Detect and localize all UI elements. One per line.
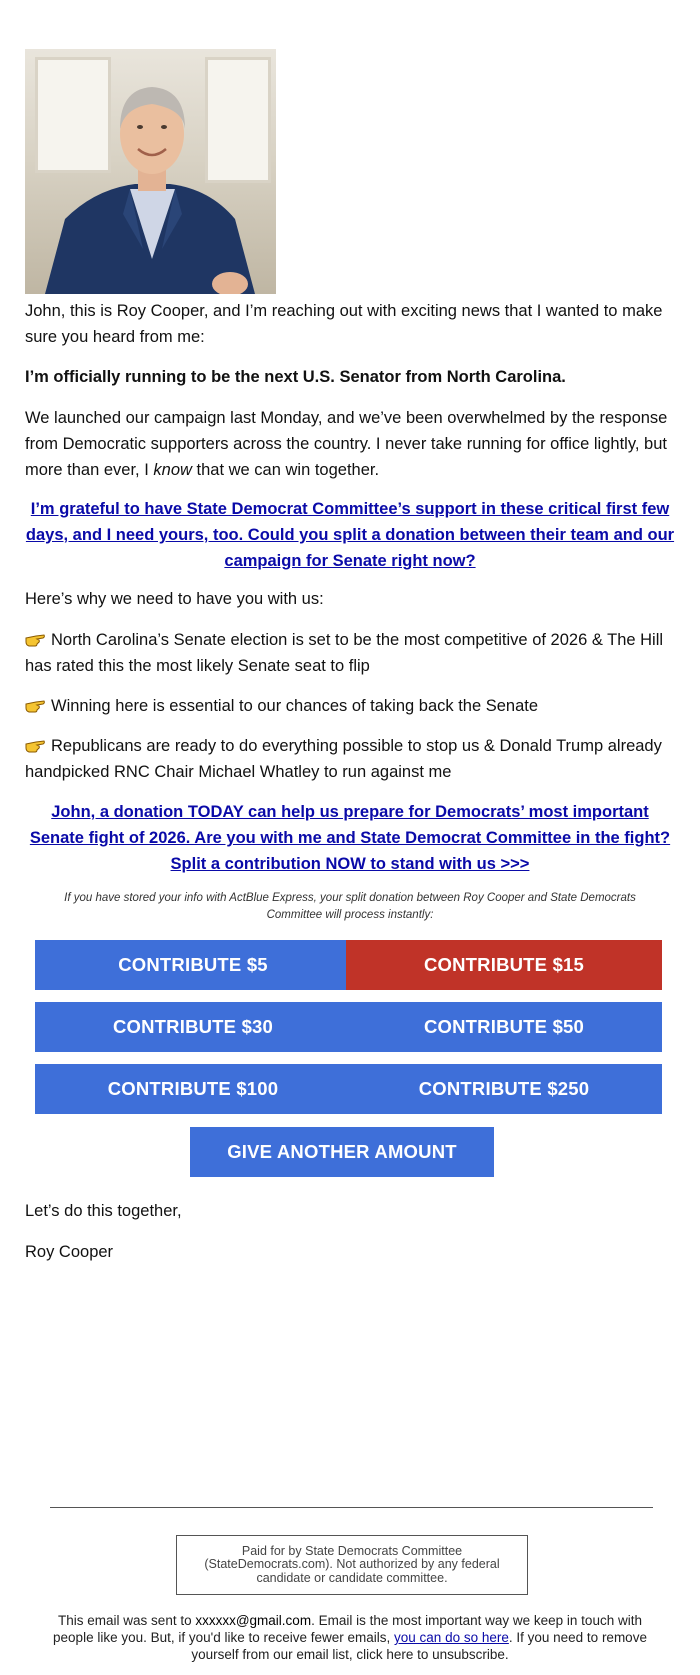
portrait-illustration	[25, 49, 276, 294]
contribute-100-button[interactable]: CONTRIBUTE $100	[35, 1064, 351, 1114]
bullet-text: North Carolina’s Senate election is set to be the most competitive of 2026 & The Hill has rated this the most likely Senate seat to flip	[25, 631, 664, 675]
contribute-30-button[interactable]: CONTRIBUTE $30	[35, 1002, 351, 1052]
why-paragraph: Here’s why we need to have you with us:	[25, 590, 324, 608]
paid-for-text: Paid for by State Democrats Committee (StateDemocrats.com). Not authorized by any federal candidate or candidate committee.	[204, 1543, 500, 1585]
bullet-item	[25, 693, 675, 719]
launch-emphasis: know	[153, 461, 192, 479]
bullet-text: Republicans are ready to do everything possible to stop us & Donald Trump already handpicked RNC Chair Michael Whatley to run against me	[25, 737, 662, 781]
launch-text-end: that we can win together.	[191, 461, 380, 479]
footer-text-part: This email was sent to	[58, 1613, 196, 1628]
paid-for-disclaimer	[176, 1535, 528, 1595]
bullet-item	[25, 733, 675, 785]
bullet-text: Winning here is essential to our chances of taking back the Senate	[51, 697, 539, 715]
contribute-50-button[interactable]: CONTRIBUTE $50	[346, 1002, 662, 1052]
contribute-15-button[interactable]: CONTRIBUTE $15	[346, 940, 662, 990]
candidate-photo	[25, 49, 276, 294]
intro-paragraph: John, this is Roy Cooper, and I’m reaching out with exciting news that I wanted to make sure you heard from me:	[25, 302, 663, 346]
footer-divider	[50, 1507, 653, 1508]
fewer-emails-link[interactable]: you can do so here	[394, 1630, 509, 1645]
footer-text	[45, 1612, 655, 1663]
donate-link-today[interactable]: John, a donation TODAY can help us prepare for Democrats’ most important Senate fight of 2026. Are you with me and State Democrat Committee in the fight? Split a contribution NOW to stand with us >>>	[29, 803, 671, 873]
contribute-250-button[interactable]: CONTRIBUTE $250	[346, 1064, 662, 1114]
footer-text-part: . Email is the most important way we keep in touch with people like you. But, if you'd like to receive fewer emails,	[53, 1613, 642, 1645]
pointing-hand-icon	[25, 631, 45, 647]
bullet-item	[25, 627, 675, 679]
announcement-heading: I’m officially running to be the next U.S. Senator from North Carolina.	[25, 368, 566, 386]
signature: Roy Cooper	[25, 1243, 114, 1261]
launch-text: We launched our campaign last Monday, and we’ve been overwhelmed by the response from Democratic supporters across the country. I never take running for office lightly, but more than ever, I	[25, 409, 668, 479]
recipient-email: xxxxxx@gmail.com	[195, 1613, 312, 1628]
give-another-amount-button[interactable]: GIVE ANOTHER AMOUNT	[190, 1127, 494, 1177]
launch-paragraph	[25, 405, 675, 483]
pointing-hand-icon	[25, 697, 45, 713]
signoff: Let’s do this together,	[25, 1202, 182, 1220]
donate-link-split[interactable]: I’m grateful to have State Democrat Committee’s support in these critical first few days, and I need yours, too. Could you split a donation between their team and our campaign for Senate right now?	[25, 500, 675, 570]
contribute-5-button[interactable]: CONTRIBUTE $5	[35, 940, 351, 990]
unsubscribe-text[interactable]: . If you need to remove yourself from our email list, click here to unsubscribe.	[191, 1630, 647, 1662]
pointing-hand-icon	[25, 737, 45, 753]
actblue-note: If you have stored your info with ActBlue Express, your split donation between Roy Cooper and State Democrats Committee will process instantly:	[64, 892, 636, 921]
